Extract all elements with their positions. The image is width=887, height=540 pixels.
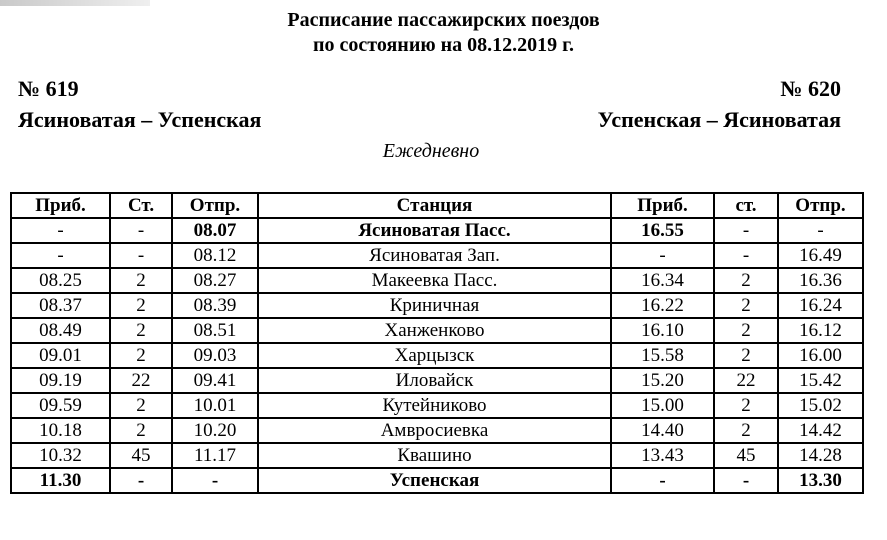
cell-departure-620: 15.42 xyxy=(778,368,863,393)
route-620: Успенская – Ясиноватая xyxy=(597,107,841,132)
cell-departure-620: - xyxy=(778,218,863,243)
col-header-station: Станция xyxy=(258,193,611,218)
table-row xyxy=(11,443,863,468)
cell-arrival-619: 09.59 xyxy=(11,393,110,418)
cell-arrival-619: 08.49 xyxy=(11,318,110,343)
cell-station: Макеевка Пасс. xyxy=(258,268,611,293)
cell-stop-619: 2 xyxy=(110,418,172,443)
train-number-620: № 620 xyxy=(780,76,841,101)
frequency-label: Ежедневно xyxy=(382,140,480,162)
train-number-619: № 619 xyxy=(18,76,79,101)
col-header-departure-620: Отпр. xyxy=(778,193,863,218)
cell-arrival-619: - xyxy=(11,243,110,268)
cell-departure-619: - xyxy=(172,468,258,493)
cell-stop-620: - xyxy=(714,243,778,268)
cell-departure-619: 09.03 xyxy=(172,343,258,368)
cell-departure-620: 13.30 xyxy=(778,468,863,493)
cell-station: Ханженково xyxy=(258,318,611,343)
cell-stop-619: - xyxy=(110,243,172,268)
cell-station: Успенская xyxy=(258,468,611,493)
table-row xyxy=(11,418,863,443)
table-row xyxy=(11,218,863,243)
cell-departure-620: 14.42 xyxy=(778,418,863,443)
cell-departure-619: 08.51 xyxy=(172,318,258,343)
col-header-stop-620: ст. xyxy=(714,193,778,218)
cell-station: Кутейниково xyxy=(258,393,611,418)
cell-stop-619: - xyxy=(110,218,172,243)
cell-stop-620: - xyxy=(714,468,778,493)
top-edge-strip xyxy=(0,0,150,6)
table-row xyxy=(11,393,863,418)
cell-arrival-619: 09.01 xyxy=(11,343,110,368)
cell-arrival-620: - xyxy=(611,243,714,268)
cell-arrival-619: - xyxy=(11,218,110,243)
col-header-arrival-619: Приб. xyxy=(11,193,110,218)
cell-stop-620: 2 xyxy=(714,393,778,418)
cell-station: Харцызск xyxy=(258,343,611,368)
cell-stop-619: 2 xyxy=(110,268,172,293)
cell-departure-620: 16.24 xyxy=(778,293,863,318)
cell-arrival-619: 08.37 xyxy=(11,293,110,318)
cell-arrival-620: 16.55 xyxy=(611,218,714,243)
schedule-title: Расписание пассажирских поездов xyxy=(287,9,600,31)
cell-departure-619: 10.01 xyxy=(172,393,258,418)
cell-stop-619: 22 xyxy=(110,368,172,393)
cell-arrival-619: 09.19 xyxy=(11,368,110,393)
cell-stop-620: 2 xyxy=(714,418,778,443)
cell-arrival-620: 16.10 xyxy=(611,318,714,343)
cell-stop-619: 2 xyxy=(110,318,172,343)
route-619: Ясиноватая – Успенская xyxy=(18,107,262,132)
cell-stop-620: - xyxy=(714,218,778,243)
cell-station: Иловайск xyxy=(258,368,611,393)
cell-arrival-620: 16.22 xyxy=(611,293,714,318)
cell-arrival-620: 15.00 xyxy=(611,393,714,418)
cell-departure-620: 14.28 xyxy=(778,443,863,468)
col-header-departure-619: Отпр. xyxy=(172,193,258,218)
cell-arrival-620: 13.43 xyxy=(611,443,714,468)
cell-arrival-620: - xyxy=(611,468,714,493)
cell-station: Ясиноватая Зап. xyxy=(258,243,611,268)
table-row xyxy=(11,368,863,393)
cell-station: Криничная xyxy=(258,293,611,318)
cell-stop-620: 45 xyxy=(714,443,778,468)
cell-stop-620: 2 xyxy=(714,268,778,293)
cell-stop-620: 22 xyxy=(714,368,778,393)
cell-departure-620: 16.00 xyxy=(778,343,863,368)
cell-station: Квашино xyxy=(258,443,611,468)
cell-arrival-619: 10.18 xyxy=(11,418,110,443)
cell-stop-620: 2 xyxy=(714,318,778,343)
cell-stop-620: 2 xyxy=(714,293,778,318)
cell-stop-619: 45 xyxy=(110,443,172,468)
cell-arrival-619: 10.32 xyxy=(11,443,110,468)
cell-departure-620: 16.12 xyxy=(778,318,863,343)
cell-stop-619: 2 xyxy=(110,393,172,418)
cell-stop-619: 2 xyxy=(110,343,172,368)
table-row xyxy=(11,468,863,493)
cell-departure-619: 08.39 xyxy=(172,293,258,318)
table-row xyxy=(11,343,863,368)
cell-stop-620: 2 xyxy=(714,343,778,368)
col-header-stop-619: Ст. xyxy=(110,193,172,218)
cell-departure-620: 15.02 xyxy=(778,393,863,418)
table-row xyxy=(11,318,863,343)
table-row xyxy=(11,268,863,293)
cell-departure-619: 09.41 xyxy=(172,368,258,393)
cell-arrival-619: 11.30 xyxy=(11,468,110,493)
cell-departure-619: 11.17 xyxy=(172,443,258,468)
cell-departure-620: 16.49 xyxy=(778,243,863,268)
cell-station: Амвросиевка xyxy=(258,418,611,443)
schedule-table xyxy=(10,192,864,494)
cell-departure-619: 08.12 xyxy=(172,243,258,268)
schedule-date: по состоянию на 08.12.2019 г. xyxy=(313,34,574,56)
cell-departure-619: 08.27 xyxy=(172,268,258,293)
cell-station: Ясиноватая Пасс. xyxy=(258,218,611,243)
cell-departure-619: 08.07 xyxy=(172,218,258,243)
cell-arrival-619: 08.25 xyxy=(11,268,110,293)
cell-arrival-620: 15.20 xyxy=(611,368,714,393)
table-row xyxy=(11,293,863,318)
cell-arrival-620: 16.34 xyxy=(611,268,714,293)
cell-stop-619: 2 xyxy=(110,293,172,318)
table-header-row xyxy=(11,193,863,218)
cell-arrival-620: 14.40 xyxy=(611,418,714,443)
table-row xyxy=(11,243,863,268)
cell-arrival-620: 15.58 xyxy=(611,343,714,368)
cell-stop-619: - xyxy=(110,468,172,493)
col-header-arrival-620: Приб. xyxy=(611,193,714,218)
cell-departure-620: 16.36 xyxy=(778,268,863,293)
cell-departure-619: 10.20 xyxy=(172,418,258,443)
